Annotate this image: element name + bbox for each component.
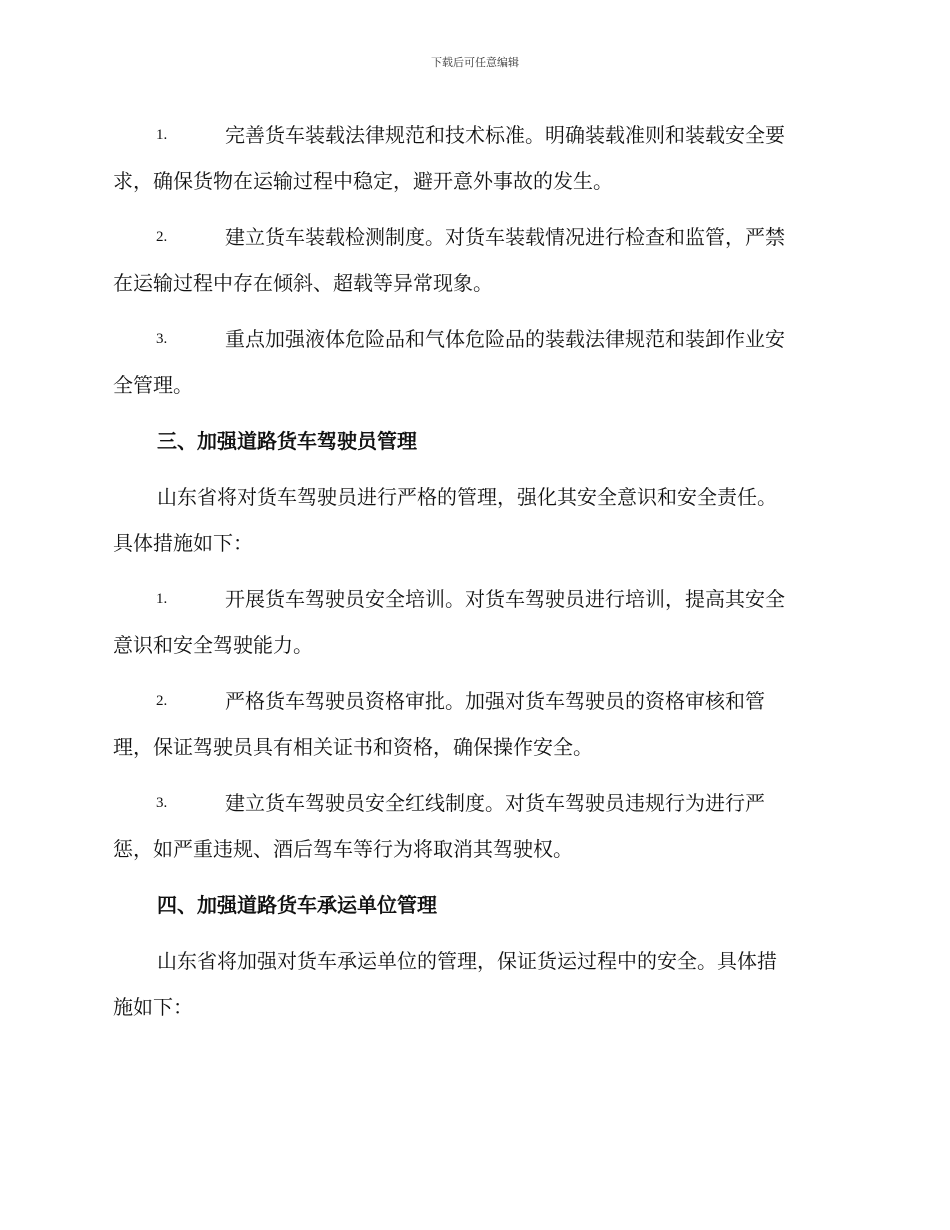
item-text-line2: 在运输过程中存在倾斜、超载等异常现象。 [113, 271, 493, 295]
section-heading: 三、加强道路货车驾驶员管理 [157, 429, 417, 453]
item-text-line1: 重点加强液体危险品和气体危险品的装载法律规范和装卸作业安 [225, 327, 785, 351]
document-body [113, 112, 835, 1040]
item-text-line2: 求，确保货物在运输过程中稳定，避开意外事故的发生。 [113, 169, 613, 193]
list-item [113, 678, 835, 770]
item-text-line2: 全管理。 [113, 373, 193, 397]
page-header: 下载后可任意编辑 [431, 56, 519, 69]
item-number: 2. [156, 693, 168, 709]
item-number: 3. [156, 795, 168, 811]
item-number: 2. [156, 229, 168, 245]
section-intro [113, 938, 835, 1030]
section-heading: 四、加强道路货车承运单位管理 [157, 893, 437, 917]
intro-line1: 山东省将加强对货车承运单位的管理，保证货运过程中的安全。具体措 [157, 949, 777, 973]
list-item [113, 576, 835, 668]
item-number: 1. [156, 591, 168, 607]
list-item [113, 780, 835, 872]
intro-line1: 山东省将对货车驾驶员进行严格的管理，强化其安全意识和安全责任。 [157, 485, 777, 509]
list-item [113, 316, 835, 408]
item-text-line1: 完善货车装载法律规范和技术标准。明确装载准则和装载安全要 [225, 123, 785, 147]
item-number: 1. [156, 127, 168, 143]
item-text-line2: 理，保证驾驶员具有相关证书和资格，确保操作安全。 [113, 735, 593, 759]
intro-line2: 施如下： [113, 995, 193, 1019]
item-text-line1: 开展货车驾驶员安全培训。对货车驾驶员进行培训，提高其安全 [225, 587, 785, 611]
item-text-line2: 意识和安全驾驶能力。 [113, 633, 313, 657]
item-text-line1: 建立货车驾驶员安全红线制度。对货车驾驶员违规行为进行严 [225, 791, 765, 815]
item-text-line1: 严格货车驾驶员资格审批。加强对货车驾驶员的资格审核和管 [225, 689, 765, 713]
intro-line2: 具体措施如下： [113, 531, 253, 555]
item-text-line2: 惩，如严重违规、酒后驾车等行为将取消其驾驶权。 [113, 837, 573, 861]
item-text-line1: 建立货车装载检测制度。对货车装载情况进行检查和监管，严禁 [225, 225, 785, 249]
list-item [113, 112, 835, 204]
list-item [113, 214, 835, 306]
section-intro [113, 474, 835, 566]
item-number: 3. [156, 331, 168, 347]
